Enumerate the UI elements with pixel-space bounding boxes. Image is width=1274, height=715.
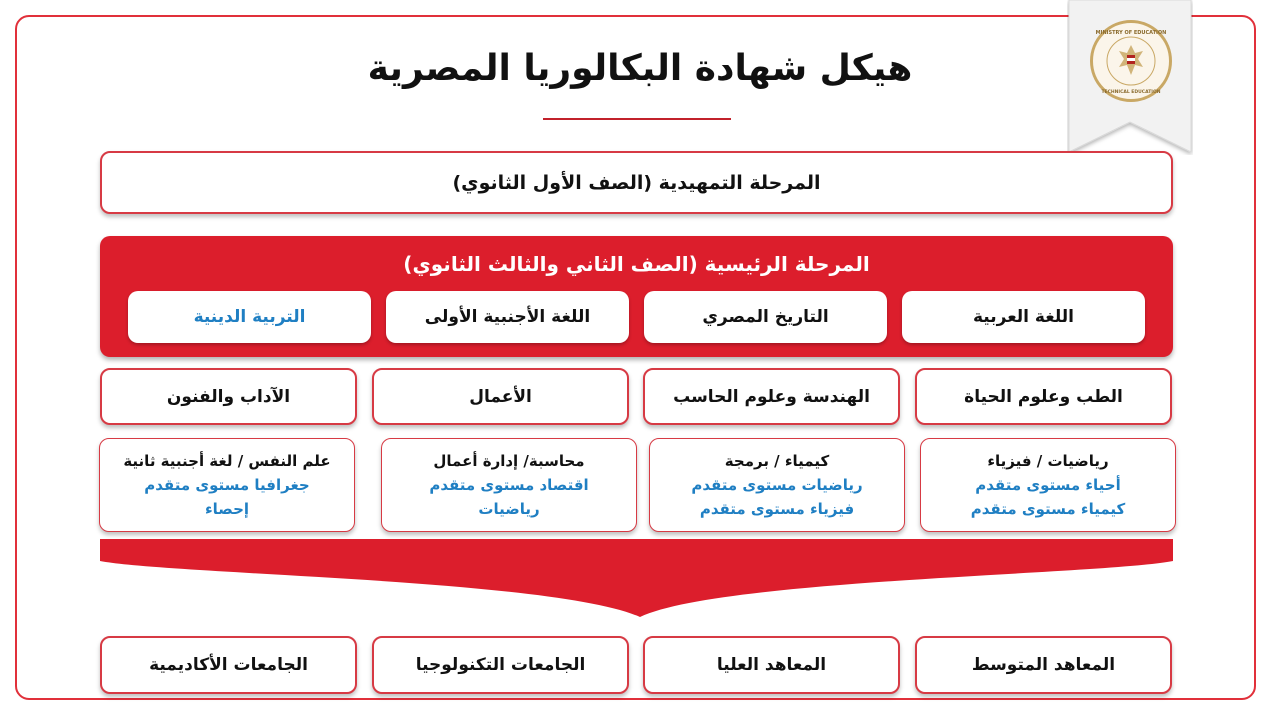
page-title: هيكل شهادة البكالوريا المصرية <box>367 48 913 89</box>
track-business-subjects <box>381 438 637 532</box>
main-stage-title: المرحلة الرئيسية (الصف الثاني والثالث الثانوي) <box>403 252 870 276</box>
destination-middle-institutes: المعاهد المتوسط <box>915 636 1172 694</box>
subject-line: اقتصاد مستوى متقدم <box>429 476 589 494</box>
subject-line: علم النفس / لغة أجنبية ثانية <box>123 452 331 470</box>
svg-text:TECHNICAL EDUCATION: TECHNICAL EDUCATION <box>1101 90 1161 95</box>
track-business: الأعمال <box>372 368 629 425</box>
main-stage-panel <box>100 236 1173 357</box>
track-engineering: الهندسة وعلوم الحاسب <box>643 368 900 425</box>
destination-higher-institutes: المعاهد العليا <box>643 636 900 694</box>
subject-line: أحياء مستوى متقدم <box>975 476 1121 494</box>
svg-text:MINISTRY OF EDUCATION: MINISTRY OF EDUCATION <box>1095 30 1167 36</box>
subject-line: جغرافيا مستوى متقدم <box>144 476 310 494</box>
funnel-arrow-icon <box>100 539 1173 617</box>
prep-stage-box: المرحلة التمهيدية (الصف الأول الثانوي) <box>100 151 1173 214</box>
core-subject-arabic: اللغة العربية <box>902 291 1145 343</box>
core-subject-religion: التربية الدينية <box>128 291 371 343</box>
subject-line: رياضيات مستوى متقدم <box>691 476 863 494</box>
subject-line: فيزياء مستوى متقدم <box>699 500 855 518</box>
subject-line: محاسبة/ إدارة أعمال <box>433 452 585 470</box>
subject-line: رياضيات <box>478 500 540 518</box>
destination-academic-universities: الجامعات الأكاديمية <box>100 636 357 694</box>
destination-technological-universities: الجامعات التكنولوجيا <box>372 636 629 694</box>
core-subject-history: التاريخ المصري <box>644 291 887 343</box>
track-arts-subjects <box>99 438 355 532</box>
subject-line: كيمياء مستوى متقدم <box>970 500 1126 518</box>
core-subject-foreign-language: اللغة الأجنبية الأولى <box>386 291 629 343</box>
ministry-seal-icon <box>1090 20 1172 102</box>
subject-line: كيمياء / برمجة <box>724 452 830 470</box>
subject-line: إحصاء <box>204 500 250 518</box>
subject-line: رياضيات / فيزياء <box>987 452 1109 470</box>
track-medicine: الطب وعلوم الحياة <box>915 368 1172 425</box>
track-arts: الآداب والفنون <box>100 368 357 425</box>
track-engineering-subjects <box>649 438 905 532</box>
track-medicine-subjects <box>920 438 1176 532</box>
title-underline <box>543 118 731 120</box>
